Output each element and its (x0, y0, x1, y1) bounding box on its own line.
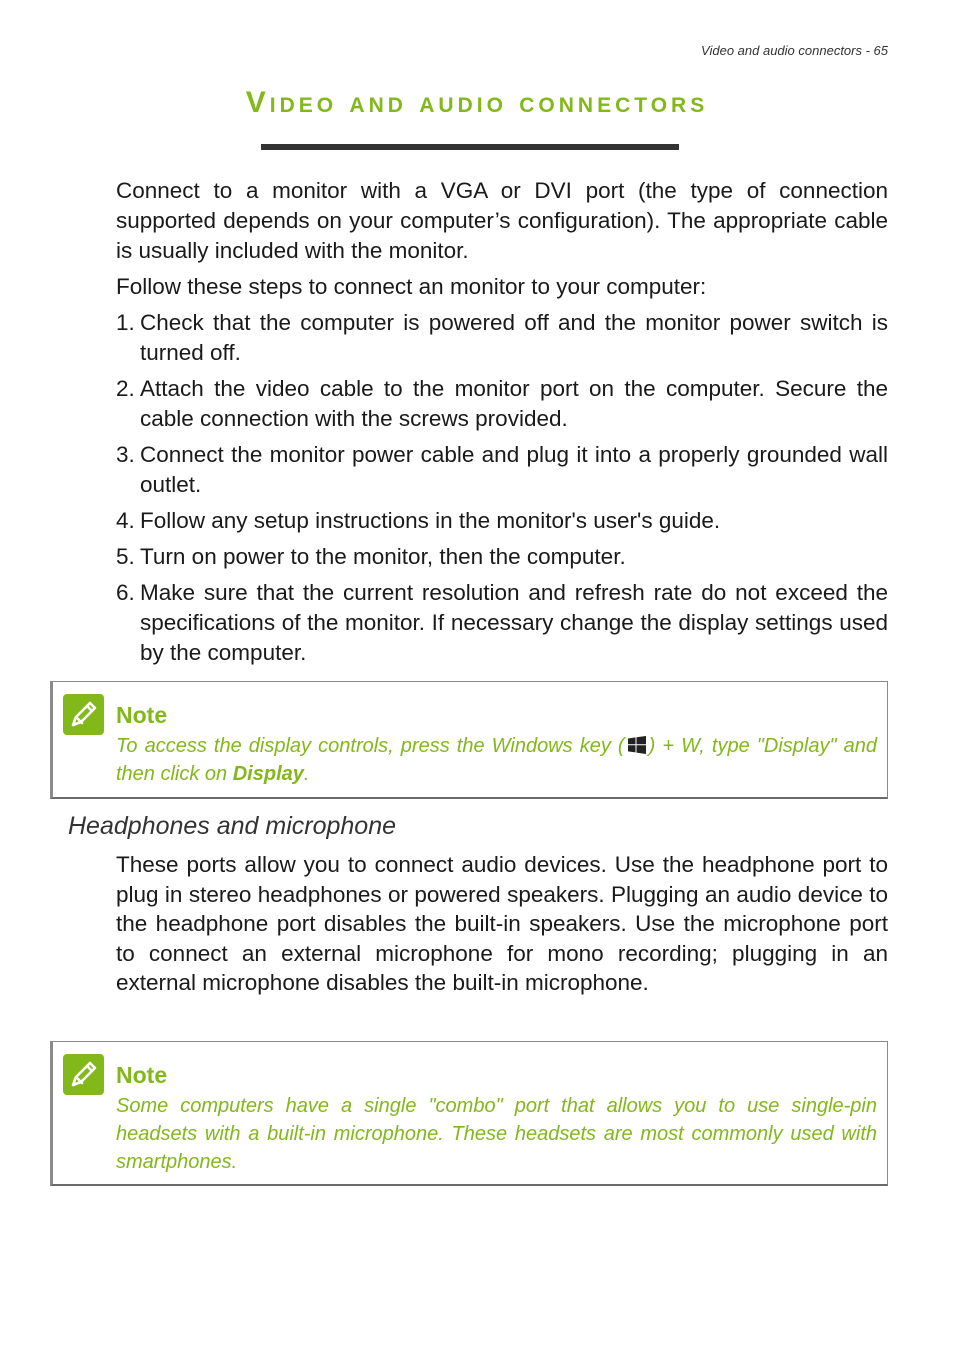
step-text: Check that the computer is powered off and the monitor power switch is turned off. (140, 310, 888, 365)
list-item (116, 308, 888, 368)
step-number: 5. (116, 544, 135, 569)
steps-intro: Follow these steps to connect an monitor to your computer: (116, 274, 707, 299)
list-item (116, 578, 888, 668)
display-emphasis: Display (232, 763, 304, 785)
step-text: Make sure that the current resolution and refresh rate do not exceed the specifications of the monitor. If necessary change the display settings used by the computer. (140, 580, 888, 665)
step-text: Connect the monitor power cable and plug it into a properly grounded wall outlet. (140, 442, 888, 497)
step-number: 2. (116, 376, 135, 401)
step-number: 4. (116, 508, 135, 533)
list-item (116, 542, 888, 572)
section-heading: Headphones and microphone (68, 812, 397, 840)
title-divider (261, 144, 679, 150)
note-title: Note (116, 1062, 168, 1088)
step-text: Follow any setup instructions in the monitor's user's guide. (140, 508, 721, 533)
note-box-display (50, 681, 888, 799)
list-item (116, 506, 888, 536)
pencil-icon (63, 1054, 104, 1095)
windows-logo-icon (628, 734, 646, 752)
step-text: Turn on power to the monitor, then the computer. (140, 544, 626, 569)
page-title: Video and audio connectors (245, 86, 709, 119)
step-number: 1. (116, 310, 135, 335)
step-text: Attach the video cable to the monitor port on the computer. Secure the cable connection with the screws provided. (140, 376, 888, 431)
note-title: Note (116, 702, 168, 728)
list-item (116, 374, 888, 434)
step-number: 6. (116, 580, 135, 605)
step-number: 3. (116, 442, 135, 467)
running-header: Video and audio connectors - 65 (701, 43, 888, 58)
list-item (116, 440, 888, 500)
note-text: Some computers have a single "combo" port that allows you to use single-pin headsets with a built-in microphone. These headsets are most commonly used with smartphones. (116, 1095, 877, 1173)
note-box-combo-port (50, 1041, 888, 1186)
intro-paragraph: Connect to a monitor with a VGA or DVI port (the type of connection supported depends on your computer’s configuration). The appropriate cable is usually included with the monitor. (116, 178, 888, 263)
steps-list (116, 308, 888, 674)
headphones-paragraph: These ports allow you to connect audio devices. Use the headphone port to plug in stereo headphones or powered speakers. Plugging an audio device to the headphone port disables the built-in speakers. Use the microphone port to connect an external microphone for mono recording; plugging in an external microphone disables the built-in microphone. (116, 852, 888, 996)
note-text: To access the display controls, press the Windows key ( ) + W, type "Display" and then click on Display. (116, 735, 878, 785)
pencil-icon (63, 694, 104, 735)
